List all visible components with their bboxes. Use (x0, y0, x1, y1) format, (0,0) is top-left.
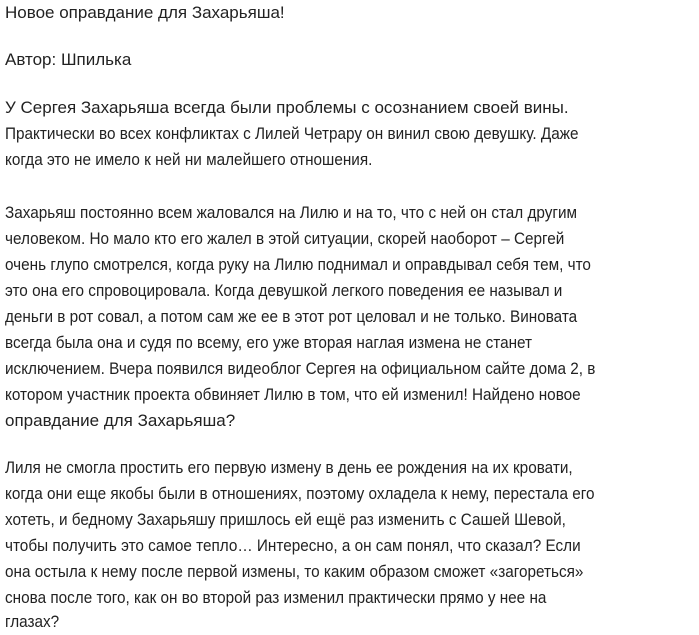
paragraph-line: хотеть, и бедному Захарьяшу пришлось ей ещё раз изменить с Сашей Шевой, (5, 510, 566, 529)
paragraph-line: Лиля не смогла простить его первую измену в день ее рождения на их кровати, (5, 458, 573, 477)
paragraph-line: исключением. Вчера появился видеоблог Сергея на официальном сайте дома 2, в (5, 359, 596, 378)
paragraph-line: оправдание для Захарьяша? (5, 411, 236, 430)
paragraph-line: деньги в рот совал, а потом сам же ее в этот рот целовал и не только. Виновата (5, 307, 578, 326)
paragraph-line: котором участник проекта обвиняет Лилю в том, что ей изменил! Найдено новое (5, 385, 581, 404)
paragraph-line: когда они еще якобы были в отношениях, поэтому охладела к нему, перестала его (5, 484, 595, 503)
paragraph-line: У Сергея Захарьяша всегда были проблемы с осознанием своей вины. (5, 98, 569, 117)
paragraph-line: когда это не имело к ней ни малейшего отношения. (5, 150, 373, 169)
paragraph-line: очень глупо смотрелся, когда руку на Лилю поднимал и оправдывал себя тем, что (5, 255, 591, 274)
paragraph-line: она остыла к нему после первой измены, то каким образом сможет «загореться» (5, 562, 584, 581)
article-title: Новое оправдание для Захарьяша! (5, 3, 285, 22)
paragraph-line: чтобы получить это самое тепло… Интересно, а он сам понял, что сказал? Если (5, 536, 581, 555)
paragraph-line: всегда была она и судя по всему, его уже вторая наглая измена не станет (5, 333, 533, 352)
paragraph-line: это она его спровоцировала. Когда девушкой легкого поведения ее называл и (5, 281, 563, 300)
paragraph-line: глазах? (5, 612, 60, 631)
paragraph-line: снова после того, как он во второй раз изменил практически прямо у нее на (5, 588, 547, 607)
article-author: Автор: Шпилька (5, 50, 132, 69)
paragraph-line: человеком. Но мало кто его жалел в этой ситуации, скорей наоборот – Сергей (5, 229, 565, 248)
paragraph-line: Захарьяш постоянно всем жаловался на Лилю и на то, что с ней он стал другим (5, 203, 578, 222)
paragraph-line: Практически во всех конфликтах с Лилей Четрару он винил свою девушку. Даже (5, 124, 579, 143)
